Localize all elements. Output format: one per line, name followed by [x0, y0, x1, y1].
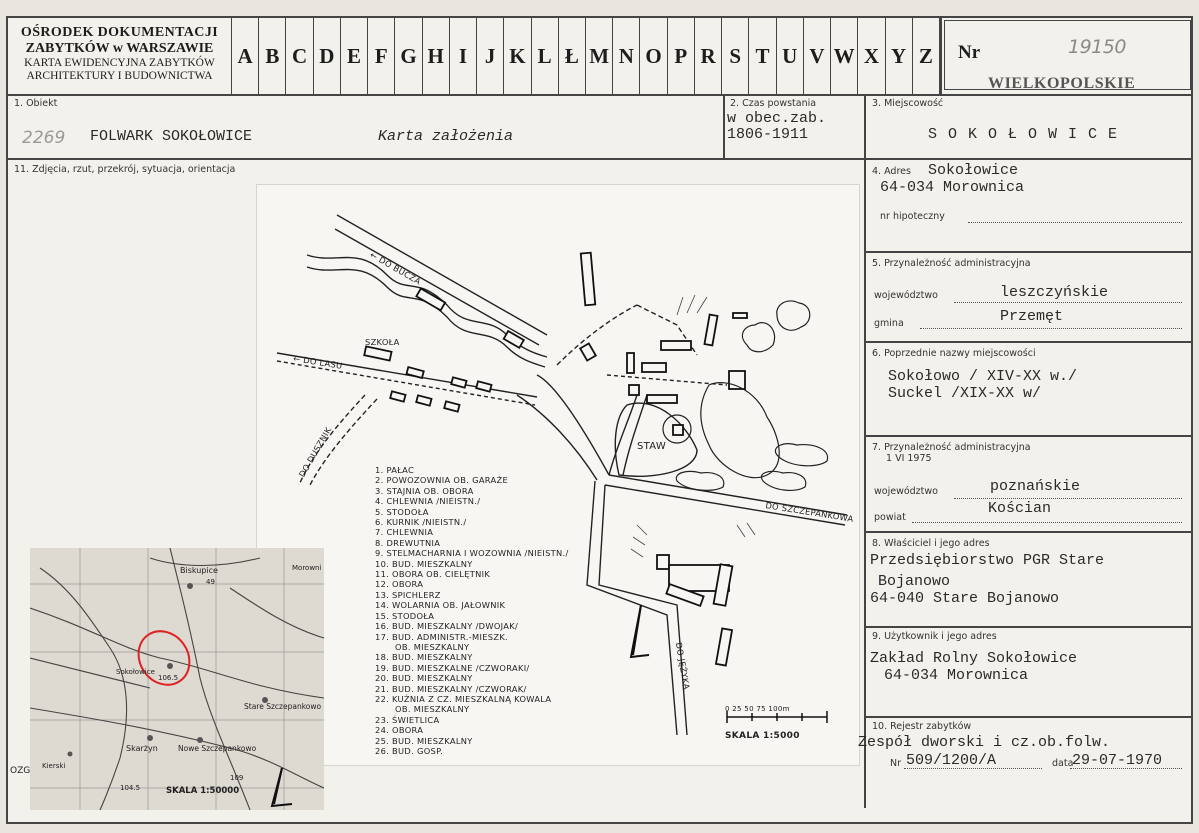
legend-entry: 11. OBORA OB. CIELĘTNIK	[375, 569, 491, 580]
legend-entry: 6. KURNIK /NIEISTN./	[375, 517, 467, 528]
index-letter: X	[858, 18, 885, 94]
road-label-lasu: ← DO LASU	[292, 353, 344, 371]
legend-entry: 17. BUD. ADMINISTR.-MIESZK.	[375, 631, 508, 642]
index-letter: W	[831, 18, 858, 94]
owner-label: 8. Właściciel i jego adres	[872, 538, 990, 549]
object-label: 1. Obiekt	[14, 98, 58, 109]
object-number: 2269	[22, 128, 66, 148]
index-letter: L	[532, 18, 559, 94]
legend-entry: 3. STAJNIA OB. OBORA	[375, 485, 474, 496]
index-letter: U	[777, 18, 804, 94]
former-names-line-1: Sokołowo / XIV-XX w./	[888, 368, 1078, 385]
legend-entry: 22. KUŹNIA Z CZ. MIESZKALNĄ KOWALA	[375, 693, 552, 704]
org-line-3: KARTA EWIDENCYJNA ZABYTKÓW	[24, 57, 215, 69]
index-letter: A	[232, 18, 259, 94]
map-place-biskupice: Biskupice	[180, 566, 218, 575]
legend-entry: 1. PAŁAC	[375, 465, 415, 475]
former-names-line-2: Suckel /XIX-XX w/	[888, 385, 1042, 402]
address-line-1: Sokołowice	[928, 162, 1019, 179]
index-letter: S	[722, 18, 749, 94]
user-label: 9. Użytkownik i jego adres	[872, 631, 997, 642]
time-line-1: w obec.zab.	[727, 110, 827, 127]
legend-entry: 13. SPICHLERZ	[375, 589, 441, 600]
map-place-sokolowice: Sokołowice	[116, 668, 155, 676]
legend-entry: 12. OBORA	[375, 579, 424, 590]
index-letter: G	[395, 18, 422, 94]
nr-value: 19150	[1068, 36, 1126, 58]
registry-date: 29-07-1970	[1072, 752, 1163, 769]
index-letter: E	[341, 18, 368, 94]
legend-entry: 14. WOLARNIA OB. JAŁOWNIK	[375, 600, 506, 611]
index-letter: O	[640, 18, 667, 94]
alphabet-index	[232, 18, 940, 94]
owner-line-1: Przedsiębiorstwo PGR Stare	[870, 552, 1105, 569]
registry-nr: 509/1200/A	[906, 752, 997, 769]
address-label: 4. Adres	[872, 166, 911, 177]
map-scale-label: SKALA 1:50000	[166, 786, 240, 796]
road-label-dusznik: DO DUSZNIK	[296, 425, 334, 479]
map-height-4: 104.5	[120, 784, 141, 792]
user-line-1: Zakład Rolny Sokołowice	[870, 650, 1078, 667]
legend-entry: 5. STODOŁA	[375, 506, 429, 517]
index-letter: C	[286, 18, 313, 94]
admin-voivodeship: leszczyńskie	[1000, 284, 1109, 301]
card-type: Karta założenia	[378, 128, 514, 145]
index-letter: F	[368, 18, 395, 94]
legend-entry: 23. ŚWIETLICA	[375, 714, 440, 725]
map-place-morowni: Morowni	[292, 564, 322, 572]
pond-label: STAW	[637, 441, 667, 452]
legend-entry: 26. BUD. GOSP.	[375, 745, 444, 756]
legend-entry: 7. CHLEWNIA	[375, 527, 434, 538]
index-letter: P	[668, 18, 695, 94]
legend-entry: 10. BUD. MIESZKALNY	[375, 558, 473, 569]
nr-block	[940, 18, 1193, 94]
admin-label: 5. Przynależność administracyjna	[872, 258, 1031, 269]
address-line-2: 64-034 Morownica	[880, 179, 1025, 196]
index-letter: R	[695, 18, 722, 94]
map-height-3: 109	[230, 774, 244, 782]
legend-entry: 25. BUD. MIESZKALNY	[375, 735, 473, 746]
legend-entry: 9. STELMACHARNIA I WOZOWNIA /NIEISTN./	[375, 548, 569, 559]
org-line-2: ZABYTKÓW w WARSZAWIE	[25, 41, 214, 56]
legend-entry: 18. BUD. MIESZKALNY	[375, 652, 473, 663]
plan-legend	[375, 465, 615, 756]
scale-ticks: 0 25 50 75 100m	[725, 705, 790, 713]
legend-entry: 15. STODOŁA	[375, 610, 435, 621]
index-letter: I	[450, 18, 477, 94]
map-height-1: 49	[206, 578, 215, 586]
region-stamp: WIELKOPOLSKIE	[988, 75, 1136, 92]
index-letter: Z	[913, 18, 940, 94]
record-card	[6, 16, 1193, 824]
former-names-label: 6. Poprzednie nazwy miejscowości	[872, 348, 1036, 359]
time-label: 2. Czas powstania	[730, 98, 817, 109]
time-line-2: 1806-1911	[727, 126, 809, 143]
object-name: FOLWARK SOKOŁOWICE	[90, 128, 253, 145]
place-value: S O K O Ł O W I C E	[928, 126, 1119, 143]
road-label-szczepankowa: DO SZCZEPANKOWA	[764, 500, 855, 524]
registry-label: 10. Rejestr zabytków	[872, 721, 972, 732]
registry-nr-label: Nr	[890, 758, 902, 769]
admin-1975-voivodeship: poznańskie	[990, 478, 1081, 495]
legend-entry: 20. BUD. MIESZKALNY	[375, 673, 473, 684]
legend-entry: OB. MIESZKALNY	[395, 704, 470, 715]
legend-entry: 19. BUD. MIESZKALNE /CZWORAKI/	[375, 662, 530, 673]
legend-entry: 4. CHLEWNIA /NIEISTN./	[375, 496, 481, 507]
registry-date-label: data	[1052, 758, 1074, 769]
admin-voivodeship-label: województwo	[874, 290, 938, 301]
map-place-kierski: Kierski	[42, 762, 66, 770]
map-side-label: OZG	[10, 766, 31, 776]
index-letter: V	[804, 18, 831, 94]
topo-map	[30, 548, 324, 810]
index-letter: Y	[886, 18, 913, 94]
site-plan	[256, 184, 860, 766]
admin-1975-county-label: powiat	[874, 512, 906, 523]
map-place-nowe-szczepankowo: Nowe Szczepankowo	[178, 744, 257, 753]
legend-entry: 8. DREWUTNIA	[375, 537, 441, 548]
index-letter: K	[504, 18, 531, 94]
index-letter: J	[477, 18, 504, 94]
admin-gmina: Przemęt	[1000, 308, 1064, 325]
admin-1975-date: 1 VI 1975	[886, 453, 932, 464]
index-letter: T	[749, 18, 776, 94]
mortgage-label: nr hipoteczny	[880, 211, 945, 222]
admin-gmina-label: gmina	[874, 318, 904, 329]
org-block	[8, 18, 232, 94]
school-label: SZKOŁA	[365, 337, 400, 347]
map-place-skarzyn: Skarżyn	[126, 744, 158, 753]
org-line-1: OŚRODEK DOKUMENTACJI	[20, 25, 219, 40]
admin-1975-voivodeship-label: województwo	[874, 486, 938, 497]
org-line-4: ARCHITEKTURY I BUDOWNICTWA	[26, 70, 213, 82]
place-label: 3. Miejscowość	[872, 98, 944, 109]
map-height-2: 106.5	[158, 674, 179, 682]
scale-label: SKALA 1:5000	[725, 731, 800, 741]
photos-label: 11. Zdjęcia, rzut, przekrój, sytuacja, orientacja	[14, 164, 236, 175]
index-letter: B	[259, 18, 286, 94]
legend-entry: 2. POWOZOWNIA OB. GARAŻE	[375, 475, 509, 486]
map-place-stare-szczepankowo: Stare Szczepankowo	[244, 702, 322, 711]
registry-line-1: Zespół dworski i cz.ob.folw.	[858, 734, 1111, 751]
road-label-bucza: ← DO BUCZA	[368, 249, 423, 287]
index-letter: Ł	[559, 18, 586, 94]
admin-1975-county: Kościan	[988, 500, 1052, 517]
road-label-jezyka: DO JĘŻYKA	[673, 641, 692, 691]
index-letter: D	[314, 18, 341, 94]
owner-line-2: Bojanowo	[878, 573, 951, 590]
legend-entry: 21. BUD. MIESZKALNY /CZWORAK/	[375, 683, 527, 694]
index-letter: H	[423, 18, 450, 94]
owner-line-3: 64-040 Stare Bojanowo	[870, 590, 1060, 607]
legend-entry: OB. MIESZKALNY	[395, 641, 470, 652]
index-letter: M	[586, 18, 613, 94]
user-line-2: 64-034 Morownica	[884, 667, 1029, 684]
index-letter: N	[613, 18, 640, 94]
nr-label: Nr	[958, 42, 981, 63]
admin-1975-label: 7. Przynależność administracyjna	[872, 442, 1031, 453]
legend-entry: 16. BUD. MIESZKALNY /DWOJAK/	[375, 621, 519, 632]
legend-entry: 24. OBORA	[375, 725, 424, 736]
